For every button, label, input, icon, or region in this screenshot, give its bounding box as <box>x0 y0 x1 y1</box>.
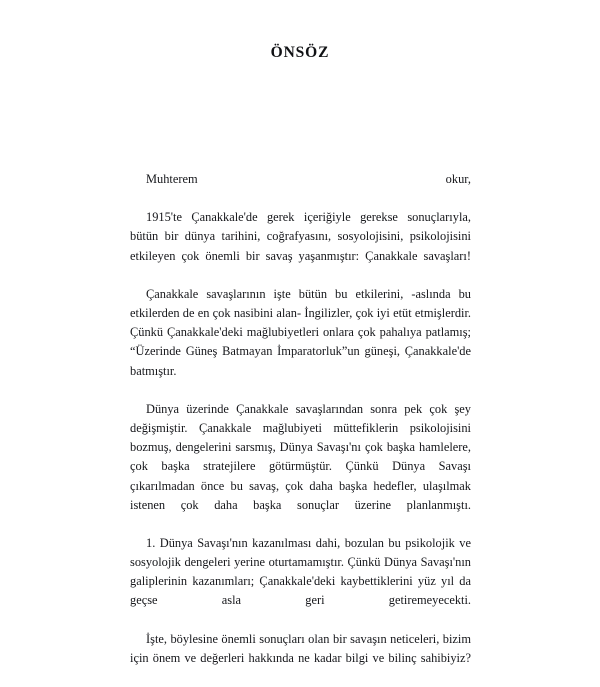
paragraph-4: 1. Dünya Savaşı'nın kazanılması dahi, bozulan bu psikolojik ve sosyolojik dengeleri yerine oturtamamıştır. Çünkü Dünya Savaşı'nın galiplerinin kazanımları; Çanakkale'deki kaybettiklerini yüz yıl da geçse asla geri getiremeyecekti. <box>130 535 471 608</box>
paragraph-salutation: Muhterem okur, <box>146 172 471 186</box>
page-title: ÖNSÖZ <box>270 44 330 62</box>
paragraph-1: 1915'te Çanakkale'de gerek içeriğiyle gerekse sonuçlarıyla, bütün bir dünya tarihini, coğrafyasını, sosyolojisini, psikolojisini etkileyen çok önemli bir savaş yaşanmıştır: Çanakkale savaşları! <box>130 210 471 263</box>
paragraph-2: Çanakkale savaşlarının işte bütün bu etkilerini, -aslında bu etkilerden de en çok nasibini alan- İngilizler, çok iyi etüt etmişlerdir. Çünkü Çanakkale'deki mağlubiyetleri onlara çok pahalıya patlamış; “Üzerinde Güneş Batmayan İmparatorluk”un güneşi, Çanakkale'de batmıştır. <box>130 286 471 378</box>
paragraph-3: Dünya üzerinde Çanakkale savaşlarından sonra pek çok şey değişmiştir. Çanakkale mağlubiyeti müttefiklerin psikolojisini bozmuş, dengelerini sarsmış, Dünya Savaşı'nı çok başka hamlelere, çok başka stratejilere götürmüştür. Çünkü Dünya Savaşı çıkarılmadan önce bu savaş, çok daha başka hedefler, ulaşılmak istenen çok daha başka sonuçlar üzerine planlanmıştı. <box>130 401 471 512</box>
body-text-column <box>130 170 471 687</box>
paragraph-5: İşte, böylesine önemli sonuçları olan bir savaşın neticeleri, bizim için önem ve değerleri hakkında ne kadar bilgi ve bilinç sahibiyiz? <box>130 631 471 665</box>
